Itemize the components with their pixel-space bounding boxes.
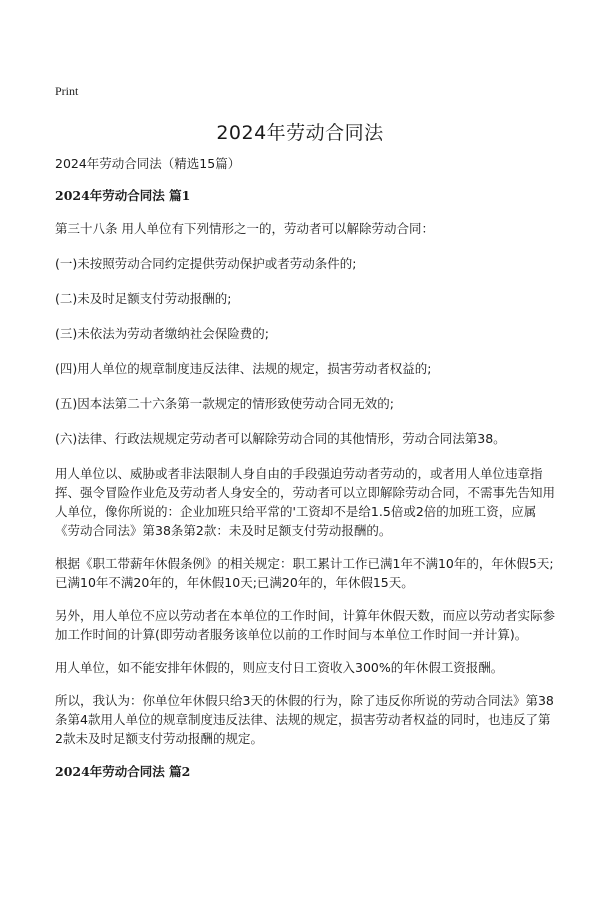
list-item: (二)未及时足额支付劳动报酬的; (55, 291, 232, 306)
list-item: (一)未按照劳动合同约定提供劳动保护或者劳动条件的; (55, 256, 357, 271)
body-paragraph: 所以，我认为：你单位年休假只给3天的休假的行为，除了违反你所说的劳动合同法》第38条第4款用人单位的规章制度违反法律、法规的规定，损害劳动者权益的同时，也违反了第2款未及时足额支付劳动报酬的规定。 (55, 693, 554, 746)
document-body (55, 154, 555, 795)
body-paragraph: 用人单位以、威胁或者非法限制人身自由的手段强迫劳动者劳动的，或者用人单位违章指挥、强令冒险作业危及劳动者人身安全的，劳动者可以立即解除劳动合同，不需事先告知用人单位，像你所说的：企业加班只给平常的'工资却不是给1.5倍或2倍的加班工资，应属《劳动合同法》第38条第2款：未及时足额支付劳动报酬的。 (55, 466, 556, 538)
list-item: (四)用人单位的规章制度违反法律、法规的规定，损害劳动者权益的; (55, 361, 432, 376)
print-link[interactable]: Print (55, 84, 79, 98)
body-paragraph: 根据《职工带薪年休假条例》的相关规定：职工累计工作已满1年不满10年的，年休假5天;已满10年不满20年的，年休假10天;已满20年的，年休假15天。 (55, 556, 554, 590)
body-paragraph: 另外，用人单位不应以劳动者在本单位的工作时间，计算年休假天数，而应以劳动者实际参加工作时间的计算(即劳动者服务该单位以前的工作时间与本单位工作时间一并计算)。 (55, 608, 556, 642)
list-item: (三)未依法为劳动者缴纳社会保险费的; (55, 326, 269, 341)
article-intro: 第三十八条 用人单位有下列情形之一的，劳动者可以解除劳动合同： (55, 221, 434, 236)
section-heading: 2024年劳动合同法 篇2 (55, 764, 191, 779)
document-subtitle: 2024年劳动合同法（精选15篇） (55, 156, 241, 171)
list-item: (六)法律、行政法规规定劳动者可以解除劳动合同的其他情形，劳动合同法第38。 (55, 431, 506, 446)
section-heading: 2024年劳动合同法 篇1 (55, 188, 191, 203)
page-title: 2024年劳动合同法 (216, 122, 384, 144)
list-item: (五)因本法第二十六条第一款规定的情形致使劳动合同无效的; (55, 396, 394, 411)
body-paragraph: 用人单位，如不能安排年休假的，则应支付日工资收入300%的年休假工资报酬。 (55, 660, 504, 675)
